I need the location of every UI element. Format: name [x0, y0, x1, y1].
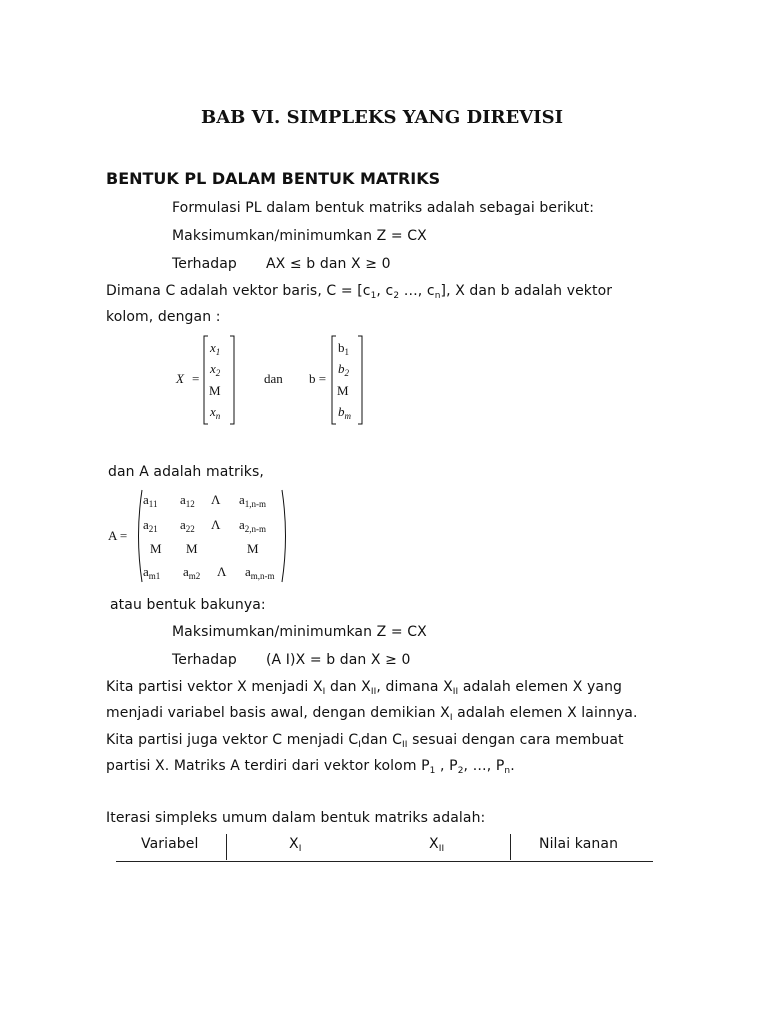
matrix-cell-a2nm: $a_{2,n-m}$ [239, 517, 267, 534]
constraint-label-2: Terhadap [172, 652, 237, 668]
paragraph-bakunya: atau bentuk bakunya: [110, 597, 266, 613]
matrix-row-3-dots-2: M [186, 541, 198, 556]
table-bottom-rule [116, 861, 653, 862]
table-divider-right [510, 834, 511, 860]
matrix-cell-lambda-1: Λ [211, 492, 221, 507]
b-vector-label: b = [309, 371, 327, 386]
section-heading: BENTUK PL DALAM BENTUK MATRIKS [106, 169, 441, 188]
table-header-nilai-kanan: Nilai kanan [539, 836, 619, 852]
matrix-row-2: $a_{21}$ [143, 517, 158, 534]
paragraph-formulation: Formulasi PL dalam bentuk matriks adalah sebagai berikut: [172, 200, 595, 216]
b-entry-2: $b_2$ [338, 361, 349, 378]
paragraph-partisi-2: menjadi variabel basis awal, dengan demikian $X_I$ adalah elemen X lainnya. [106, 705, 638, 723]
x-entry-n: $x_n$ [210, 404, 221, 421]
x-entry-2: $x_2$ [210, 361, 221, 378]
matrix-cell-lambda-2: Λ [211, 517, 221, 532]
matrix-row-3-dots-1: M [150, 541, 162, 556]
matrix-row-4: $a_{m1}$ [143, 564, 161, 581]
paragraph-iterasi: Iterasi simpleks umum dalam bentuk matriks adalah: [106, 810, 486, 826]
matrix-cell-am2: $a_{m2}$ [183, 564, 201, 581]
x-entry-dots: M [209, 383, 221, 398]
matrix-cell-a12: $a_{12}$ [180, 492, 195, 509]
dan-text: dan [264, 371, 283, 386]
paragraph-partisi-4: partisi X. Matriks A terdiri dari vektor kolom $P_1$ , $P_2$, …, $P_n$. [106, 758, 515, 776]
constraint-label: Terhadap [172, 256, 237, 272]
table-header-xii: $X_{II}$ [429, 836, 445, 854]
matrix-a-label: A = [108, 528, 128, 543]
matrix-row-1: $a_{11}$ [143, 492, 158, 509]
page-title: BAB VI. SIMPLEKS YANG DIREVISI [201, 107, 564, 128]
matrix-row-3-dots-3: M [247, 541, 259, 556]
x-vector-equals: = [192, 371, 200, 386]
objective-line-2: Maksimumkan/minimumkan Z = CX [172, 624, 427, 640]
x-entry-1: $x_1$ [210, 340, 221, 357]
matrix-cell-amnm: $a_{m,n-m}$ [245, 564, 275, 581]
b-entry-m: $b_m$ [338, 404, 351, 421]
matrix-cell-a1nm: $a_{1,n-m}$ [239, 492, 267, 509]
table-divider-left [226, 834, 227, 860]
constraint-expression-2: (A I)X = b dan X ≥ 0 [266, 652, 411, 668]
b-entry-1: $b_1$ [338, 340, 349, 357]
b-entry-dots: M [337, 383, 349, 398]
paragraph-partisi-1: Kita partisi vektor X menjadi $X_I$ dan $X_{II}$, dimana $X_{II}$ adalah elemen X yang [106, 679, 623, 697]
matrix-cell-lambda-4: Λ [217, 564, 227, 579]
objective-line: Maksimumkan/minimumkan Z = CX [172, 228, 427, 244]
matrix-cell-a22: $a_{22}$ [180, 517, 195, 534]
paragraph-kolom: kolom, dengan : [106, 309, 221, 325]
paragraph-dimana: Dimana C adalah vektor baris, $C = [c_1$, $c_2$ …, $c_n$], X dan b adalah vektor [106, 283, 613, 301]
table-header-variabel: Variabel [141, 836, 199, 852]
constraint-expression: AX ≤ b dan X ≥ 0 [266, 256, 391, 272]
paragraph-matrix-a: dan A adalah matriks, [108, 464, 264, 480]
table-header-xi: $X_I$ [289, 836, 302, 854]
paragraph-partisi-3: Kita partisi juga vektor C menjadi $C_Idan$ $C_{II}$ sesuai dengan cara membuat [106, 732, 624, 750]
x-vector-label: X [176, 371, 184, 386]
